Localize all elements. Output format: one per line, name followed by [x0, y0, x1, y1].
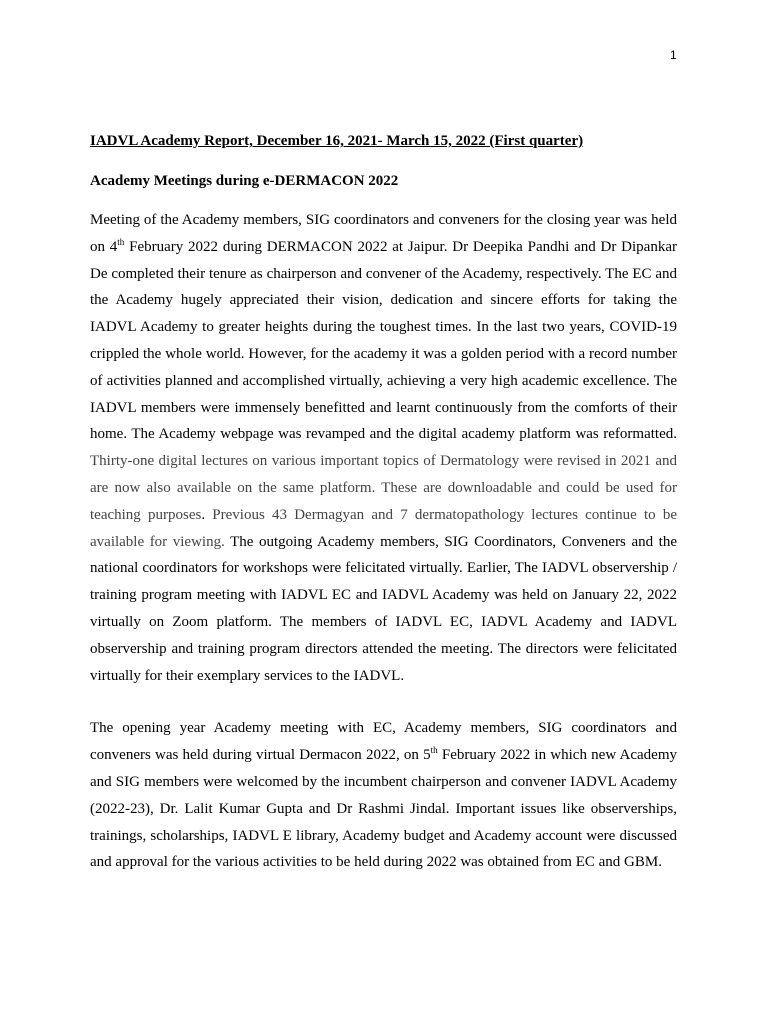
paragraph-opening-meeting — [90, 715, 677, 876]
report-title: IADVL Academy Report, December 16, 2021- March 15, 2022 (First quarter) — [90, 133, 584, 149]
previous-lectures-text: Previous 43 Dermagyan and 7 dermatopathology lectures continue to be available for viewing. — [90, 506, 677, 550]
ordinal-suffix: th — [430, 745, 438, 756]
paragraph-text: February 2022 in which new Academy and SIG members were welcomed by the incumbent chairperson and convener IADVL Academy (2022-23), Dr. Lalit Kumar Gupta and Dr Rashmi Jindal. Important issues like observerships, trainings, scholarships, IADVL E library, Academy budget and Academy account were discussed and approval for the various activities to be held during 2022 was obtained from EC and GBM. — [90, 747, 677, 871]
paragraph-text: Meeting of the Academy members, SIG coordinators and conveners for the closing year was held on 4 — [90, 212, 677, 255]
paragraph-closing-meeting — [90, 207, 677, 689]
paragraph-text: The opening year Academy meeting with EC, Academy members, SIG coordinators and conveners was held during virtual Dermacon 2022, on 5 — [90, 720, 677, 764]
paragraph-text: February 2022 during DERMACON 2022 at Jaipur. Dr Deepika Pandhi and Dr Dipankar De completed their tenure as chairperson and convener of the Academy, respectively. The EC and the Academy hugely appreciated their vision, dedication and sincere efforts for taking the IADVL Academy to greater heights during the toughest times. In the last two years, COVID-19 crippled the whole world. However, for the academy it was a golden period with a record number of activities planned and accomplished virtually, achieving a very high academic excellence. The IADVL members were immensely benefitted and learnt continuously from the comforts of their home. The Academy webpage was revamped and the digital academy platform was reformatted. — [90, 238, 677, 443]
digital-lectures-text: Thirty-one digital lectures on various important topics of Dermatology were revised in 2021 and are now also available on the same platform. These are downloadable and could be used for teaching purposes — [90, 453, 677, 523]
paragraph-text: . — [201, 506, 213, 523]
paragraph-text: The outgoing Academy members, SIG Coordinators, Conveners and the national coordinators for workshops were felicitated virtually. Earlier, The IADVL observership / training program meeting with IADVL EC and IADVL Academy was held on January 22, 2022 virtually on Zoom platform. The members of IADVL EC, IADVL Academy and IADVL observership and training program directors attended the meeting. The directors were felicitated virtually for their exemplary services to the IADVL. — [90, 533, 677, 684]
document-body — [90, 130, 677, 876]
ordinal-suffix: th — [117, 236, 125, 247]
section-heading: Academy Meetings during e-DERMACON 2022 — [90, 173, 399, 189]
page-number: 1 — [670, 48, 677, 62]
